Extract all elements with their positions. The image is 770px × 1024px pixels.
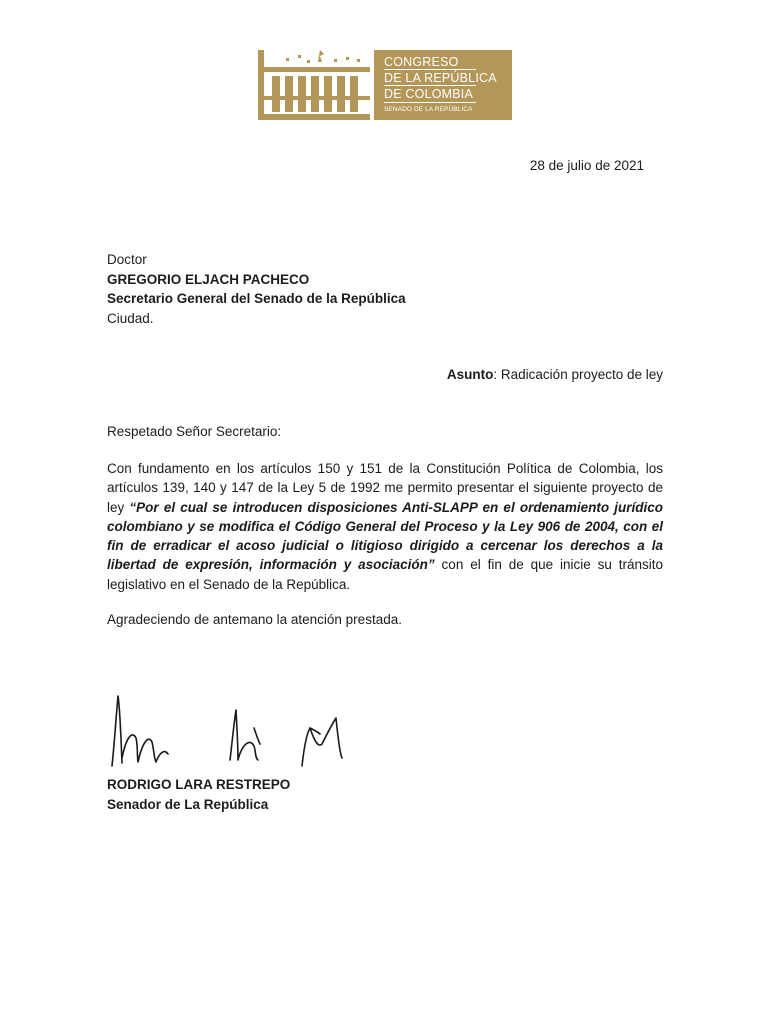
- capitol-emblem-icon: [258, 50, 373, 120]
- signer-position: Senador de La República: [107, 796, 269, 812]
- recipient-title: Doctor: [107, 252, 147, 267]
- recipient-city: Ciudad.: [107, 310, 154, 326]
- handwritten-signature: [104, 688, 344, 778]
- logo-rule: [384, 69, 476, 70]
- project-title: “Por el cual se introducen disposiciones Anti-SLAPP en el ordenamiento jurídico colombiano y se modifica el Código General del Proceso y la Ley 906 de 2004, con el fin de erradicar el acoso judicial o litigioso dirigido a cercenar los derechos a la libertad de expresión, información y asociación”: [107, 499, 664, 573]
- recipient-name: GREGORIO ELJACH PACHECO: [107, 271, 310, 287]
- recipient-block: [107, 251, 406, 329]
- salutation: Respetado Señor Secretario:: [107, 424, 282, 439]
- recipient-position: Secretario General del Senado de la República: [107, 291, 406, 306]
- logo-rule: [384, 102, 476, 103]
- logo-line-3: DE COLOMBIA: [384, 87, 474, 101]
- logo-text-panel: [374, 50, 512, 120]
- senate-logo: [258, 50, 512, 120]
- subject-line: [447, 366, 663, 385]
- closing-line: Agradeciendo de antemano la atención prestada.: [107, 612, 402, 627]
- body-paragraph: [107, 459, 663, 594]
- body-outro: con el fin de que inicie su tránsito legislativo en el Senado de la República.: [107, 557, 663, 592]
- signer-name: RODRIGO LARA RESTREPO: [107, 777, 291, 792]
- logo-rule: [384, 85, 476, 86]
- letter-date: 28 de julio de 2021: [529, 158, 644, 173]
- logo-line-4: SENADO DE LA REPÚBLICA: [384, 106, 473, 113]
- subject-text: : Radicación proyecto de ley: [493, 367, 663, 382]
- body-intro: Con fundamento en los artículos 150 y 151 de la Constitución Política de Colombia, los artículos 139, 140 y 147 de la Ley 5 de 1992 me permito presentar el siguiente proyecto de ley: [107, 461, 663, 515]
- logo-line-2: DE LA REPÚBLICA: [384, 71, 497, 85]
- logo-line-1: CONGRESO: [384, 55, 459, 69]
- signer-block: [107, 776, 290, 815]
- subject-label: Asunto: [446, 367, 494, 382]
